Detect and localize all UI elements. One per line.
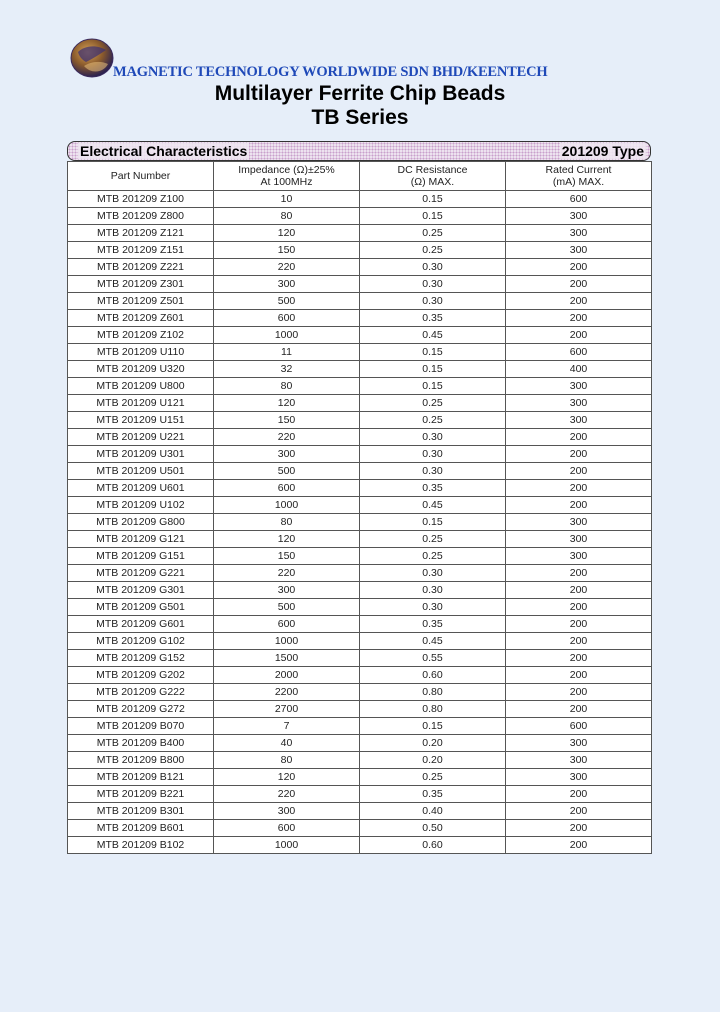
rated-current-cell: 300 <box>506 752 652 769</box>
dc-resistance-cell: 0.80 <box>360 684 506 701</box>
dc-resistance-cell: 0.30 <box>360 565 506 582</box>
rated-current-cell: 600 <box>506 191 652 208</box>
rated-current-cell: 200 <box>506 837 652 854</box>
part-number-cell: MTB 201209 G601 <box>68 616 214 633</box>
table-row <box>68 446 652 463</box>
dc-resistance-cell: 0.60 <box>360 667 506 684</box>
part-number-cell: MTB 201209 G272 <box>68 701 214 718</box>
table-row <box>68 327 652 344</box>
part-number-cell: MTB 201209 Z601 <box>68 310 214 327</box>
impedance-cell: 80 <box>214 208 360 225</box>
impedance-cell: 1500 <box>214 650 360 667</box>
dc-resistance-cell: 0.35 <box>360 786 506 803</box>
dc-resistance-cell: 0.60 <box>360 837 506 854</box>
section-type: 201209 Type <box>561 143 644 159</box>
rated-current-cell: 300 <box>506 769 652 786</box>
part-number-cell: MTB 201209 G301 <box>68 582 214 599</box>
table-row <box>68 599 652 616</box>
part-number-cell: MTB 201209 B070 <box>68 718 214 735</box>
rated-current-cell: 300 <box>506 531 652 548</box>
impedance-cell: 500 <box>214 463 360 480</box>
dc-resistance-cell: 0.30 <box>360 293 506 310</box>
impedance-cell: 300 <box>214 803 360 820</box>
dc-resistance-cell: 0.25 <box>360 395 506 412</box>
rated-current-cell: 200 <box>506 582 652 599</box>
table-row <box>68 582 652 599</box>
rated-current-cell: 200 <box>506 650 652 667</box>
part-number-cell: MTB 201209 U221 <box>68 429 214 446</box>
impedance-cell: 1000 <box>214 497 360 514</box>
dc-resistance-cell: 0.25 <box>360 412 506 429</box>
rated-current-cell: 300 <box>506 395 652 412</box>
part-number-cell: MTB 201209 B301 <box>68 803 214 820</box>
impedance-cell: 600 <box>214 616 360 633</box>
section-title: Electrical Characteristics <box>80 143 248 159</box>
part-number-cell: MTB 201209 B400 <box>68 735 214 752</box>
part-number-cell: MTB 201209 Z501 <box>68 293 214 310</box>
dc-resistance-cell: 0.35 <box>360 480 506 497</box>
part-number-cell: MTB 201209 G121 <box>68 531 214 548</box>
dc-resistance-cell: 0.20 <box>360 735 506 752</box>
table-row <box>68 820 652 837</box>
column-header <box>360 162 506 191</box>
impedance-cell: 120 <box>214 395 360 412</box>
dc-resistance-cell: 0.30 <box>360 463 506 480</box>
table-row <box>68 191 652 208</box>
rated-current-cell: 300 <box>506 378 652 395</box>
table-row <box>68 548 652 565</box>
impedance-cell: 120 <box>214 225 360 242</box>
rated-current-cell: 200 <box>506 616 652 633</box>
table-row <box>68 565 652 582</box>
table-row <box>68 769 652 786</box>
rated-current-cell: 200 <box>506 803 652 820</box>
part-number-cell: MTB 201209 G501 <box>68 599 214 616</box>
table-header-row <box>68 162 652 191</box>
part-number-cell: MTB 201209 Z102 <box>68 327 214 344</box>
table-row <box>68 531 652 548</box>
column-header-line2: At 100MHz <box>260 176 313 188</box>
impedance-cell: 600 <box>214 480 360 497</box>
part-number-cell: MTB 201209 G151 <box>68 548 214 565</box>
impedance-cell: 600 <box>214 820 360 837</box>
rated-current-cell: 300 <box>506 514 652 531</box>
table-row <box>68 463 652 480</box>
dc-resistance-cell: 0.15 <box>360 191 506 208</box>
table-row <box>68 497 652 514</box>
part-number-cell: MTB 201209 G222 <box>68 684 214 701</box>
impedance-cell: 300 <box>214 582 360 599</box>
rated-current-cell: 300 <box>506 208 652 225</box>
dc-resistance-cell: 0.35 <box>360 310 506 327</box>
part-number-cell: MTB 201209 U301 <box>68 446 214 463</box>
table-row <box>68 684 652 701</box>
rated-current-cell: 300 <box>506 412 652 429</box>
impedance-cell: 220 <box>214 429 360 446</box>
table-row <box>68 480 652 497</box>
part-number-cell: MTB 201209 Z301 <box>68 276 214 293</box>
table-row <box>68 208 652 225</box>
rated-current-cell: 200 <box>506 310 652 327</box>
impedance-cell: 2700 <box>214 701 360 718</box>
part-number-cell: MTB 201209 U151 <box>68 412 214 429</box>
rated-current-cell: 200 <box>506 599 652 616</box>
table-row <box>68 701 652 718</box>
dc-resistance-cell: 0.45 <box>360 633 506 650</box>
table-row <box>68 276 652 293</box>
column-header-line2: (mA) MAX. <box>552 176 605 188</box>
table-row <box>68 718 652 735</box>
part-number-cell: MTB 201209 B601 <box>68 820 214 837</box>
impedance-cell: 300 <box>214 446 360 463</box>
column-header-line1: Rated Current <box>545 164 612 176</box>
part-number-cell: MTB 201209 B800 <box>68 752 214 769</box>
rated-current-cell: 200 <box>506 633 652 650</box>
dc-resistance-cell: 0.15 <box>360 378 506 395</box>
table-row <box>68 259 652 276</box>
dc-resistance-cell: 0.55 <box>360 650 506 667</box>
impedance-cell: 40 <box>214 735 360 752</box>
table-row <box>68 293 652 310</box>
dc-resistance-cell: 0.15 <box>360 361 506 378</box>
dc-resistance-cell: 0.30 <box>360 599 506 616</box>
dc-resistance-cell: 0.15 <box>360 718 506 735</box>
part-number-cell: MTB 201209 U102 <box>68 497 214 514</box>
rated-current-cell: 600 <box>506 718 652 735</box>
rated-current-cell: 200 <box>506 820 652 837</box>
part-number-cell: MTB 201209 G152 <box>68 650 214 667</box>
rated-current-cell: 300 <box>506 548 652 565</box>
globe-logo-icon <box>70 38 114 78</box>
rated-current-cell: 300 <box>506 225 652 242</box>
rated-current-cell: 300 <box>506 735 652 752</box>
dc-resistance-cell: 0.35 <box>360 616 506 633</box>
table-row <box>68 735 652 752</box>
rated-current-cell: 200 <box>506 480 652 497</box>
impedance-cell: 120 <box>214 531 360 548</box>
rated-current-cell: 200 <box>506 497 652 514</box>
impedance-cell: 150 <box>214 548 360 565</box>
dc-resistance-cell: 0.30 <box>360 446 506 463</box>
part-number-cell: MTB 201209 U501 <box>68 463 214 480</box>
dc-resistance-cell: 0.30 <box>360 429 506 446</box>
rated-current-cell: 200 <box>506 565 652 582</box>
company-name: MAGNETIC TECHNOLOGY WORLDWIDE SDN BHD/KEENTECH <box>113 64 548 80</box>
impedance-cell: 150 <box>214 412 360 429</box>
rated-current-cell: 200 <box>506 667 652 684</box>
rated-current-cell: 200 <box>506 463 652 480</box>
impedance-cell: 220 <box>214 259 360 276</box>
impedance-cell: 11 <box>214 344 360 361</box>
rated-current-cell: 200 <box>506 684 652 701</box>
dc-resistance-cell: 0.45 <box>360 327 506 344</box>
part-number-cell: MTB 201209 G202 <box>68 667 214 684</box>
table-body <box>68 191 652 854</box>
impedance-cell: 1000 <box>214 837 360 854</box>
page-title: Multilayer Ferrite Chip Beads <box>214 82 506 105</box>
impedance-cell: 120 <box>214 769 360 786</box>
column-header <box>68 162 214 191</box>
column-header <box>506 162 652 191</box>
table-row <box>68 837 652 854</box>
part-number-cell: MTB 201209 Z100 <box>68 191 214 208</box>
rated-current-cell: 600 <box>506 344 652 361</box>
table-row <box>68 633 652 650</box>
part-number-cell: MTB 201209 Z221 <box>68 259 214 276</box>
dc-resistance-cell: 0.30 <box>360 276 506 293</box>
table-row <box>68 225 652 242</box>
rated-current-cell: 200 <box>506 446 652 463</box>
impedance-cell: 500 <box>214 293 360 310</box>
part-number-cell: MTB 201209 Z151 <box>68 242 214 259</box>
dc-resistance-cell: 0.30 <box>360 259 506 276</box>
impedance-cell: 220 <box>214 786 360 803</box>
dc-resistance-cell: 0.25 <box>360 531 506 548</box>
impedance-cell: 80 <box>214 514 360 531</box>
impedance-cell: 7 <box>214 718 360 735</box>
rated-current-cell: 300 <box>506 242 652 259</box>
column-header-line1: DC Resistance <box>397 164 468 176</box>
dc-resistance-cell: 0.20 <box>360 752 506 769</box>
rated-current-cell: 400 <box>506 361 652 378</box>
dc-resistance-cell: 0.45 <box>360 497 506 514</box>
rated-current-cell: 200 <box>506 786 652 803</box>
dc-resistance-cell: 0.15 <box>360 344 506 361</box>
table-row <box>68 378 652 395</box>
part-number-cell: MTB 201209 U320 <box>68 361 214 378</box>
table-row <box>68 361 652 378</box>
rated-current-cell: 200 <box>506 701 652 718</box>
part-number-cell: MTB 201209 B102 <box>68 837 214 854</box>
table-row <box>68 803 652 820</box>
part-number-cell: MTB 201209 G102 <box>68 633 214 650</box>
dc-resistance-cell: 0.25 <box>360 225 506 242</box>
section-banner <box>67 141 651 161</box>
rated-current-cell: 200 <box>506 276 652 293</box>
part-number-cell: MTB 201209 U800 <box>68 378 214 395</box>
impedance-cell: 500 <box>214 599 360 616</box>
table-row <box>68 242 652 259</box>
dc-resistance-cell: 0.40 <box>360 803 506 820</box>
table-row <box>68 786 652 803</box>
column-header-line2: (Ω) MAX. <box>410 176 455 188</box>
part-number-cell: MTB 201209 U110 <box>68 344 214 361</box>
table-row <box>68 395 652 412</box>
table-row <box>68 514 652 531</box>
table-row <box>68 650 652 667</box>
rated-current-cell: 200 <box>506 293 652 310</box>
table-row <box>68 752 652 769</box>
impedance-cell: 220 <box>214 565 360 582</box>
part-number-cell: MTB 201209 U121 <box>68 395 214 412</box>
dc-resistance-cell: 0.80 <box>360 701 506 718</box>
part-number-cell: MTB 201209 U601 <box>68 480 214 497</box>
characteristics-table <box>67 161 652 854</box>
impedance-cell: 150 <box>214 242 360 259</box>
dc-resistance-cell: 0.25 <box>360 548 506 565</box>
impedance-cell: 1000 <box>214 327 360 344</box>
impedance-cell: 600 <box>214 310 360 327</box>
impedance-cell: 2000 <box>214 667 360 684</box>
rated-current-cell: 200 <box>506 259 652 276</box>
dc-resistance-cell: 0.25 <box>360 242 506 259</box>
table-row <box>68 429 652 446</box>
part-number-cell: MTB 201209 B121 <box>68 769 214 786</box>
table-row <box>68 344 652 361</box>
company-logo <box>70 38 114 78</box>
table-row <box>68 667 652 684</box>
impedance-cell: 80 <box>214 378 360 395</box>
part-number-cell: MTB 201209 G800 <box>68 514 214 531</box>
table-row <box>68 310 652 327</box>
column-header-line1: Impedance (Ω)±25% <box>238 164 335 176</box>
impedance-cell: 300 <box>214 276 360 293</box>
page-subtitle: TB Series <box>311 106 409 129</box>
table-row <box>68 412 652 429</box>
part-number-cell: MTB 201209 G221 <box>68 565 214 582</box>
impedance-cell: 10 <box>214 191 360 208</box>
dc-resistance-cell: 0.30 <box>360 582 506 599</box>
dc-resistance-cell: 0.15 <box>360 514 506 531</box>
part-number-cell: MTB 201209 B221 <box>68 786 214 803</box>
rated-current-cell: 200 <box>506 429 652 446</box>
impedance-cell: 1000 <box>214 633 360 650</box>
column-header <box>214 162 360 191</box>
dc-resistance-cell: 0.50 <box>360 820 506 837</box>
dc-resistance-cell: 0.25 <box>360 769 506 786</box>
impedance-cell: 2200 <box>214 684 360 701</box>
impedance-cell: 80 <box>214 752 360 769</box>
rated-current-cell: 200 <box>506 327 652 344</box>
column-header-line1: Part Number <box>110 170 171 182</box>
dc-resistance-cell: 0.15 <box>360 208 506 225</box>
part-number-cell: MTB 201209 Z121 <box>68 225 214 242</box>
impedance-cell: 32 <box>214 361 360 378</box>
table-row <box>68 616 652 633</box>
part-number-cell: MTB 201209 Z800 <box>68 208 214 225</box>
